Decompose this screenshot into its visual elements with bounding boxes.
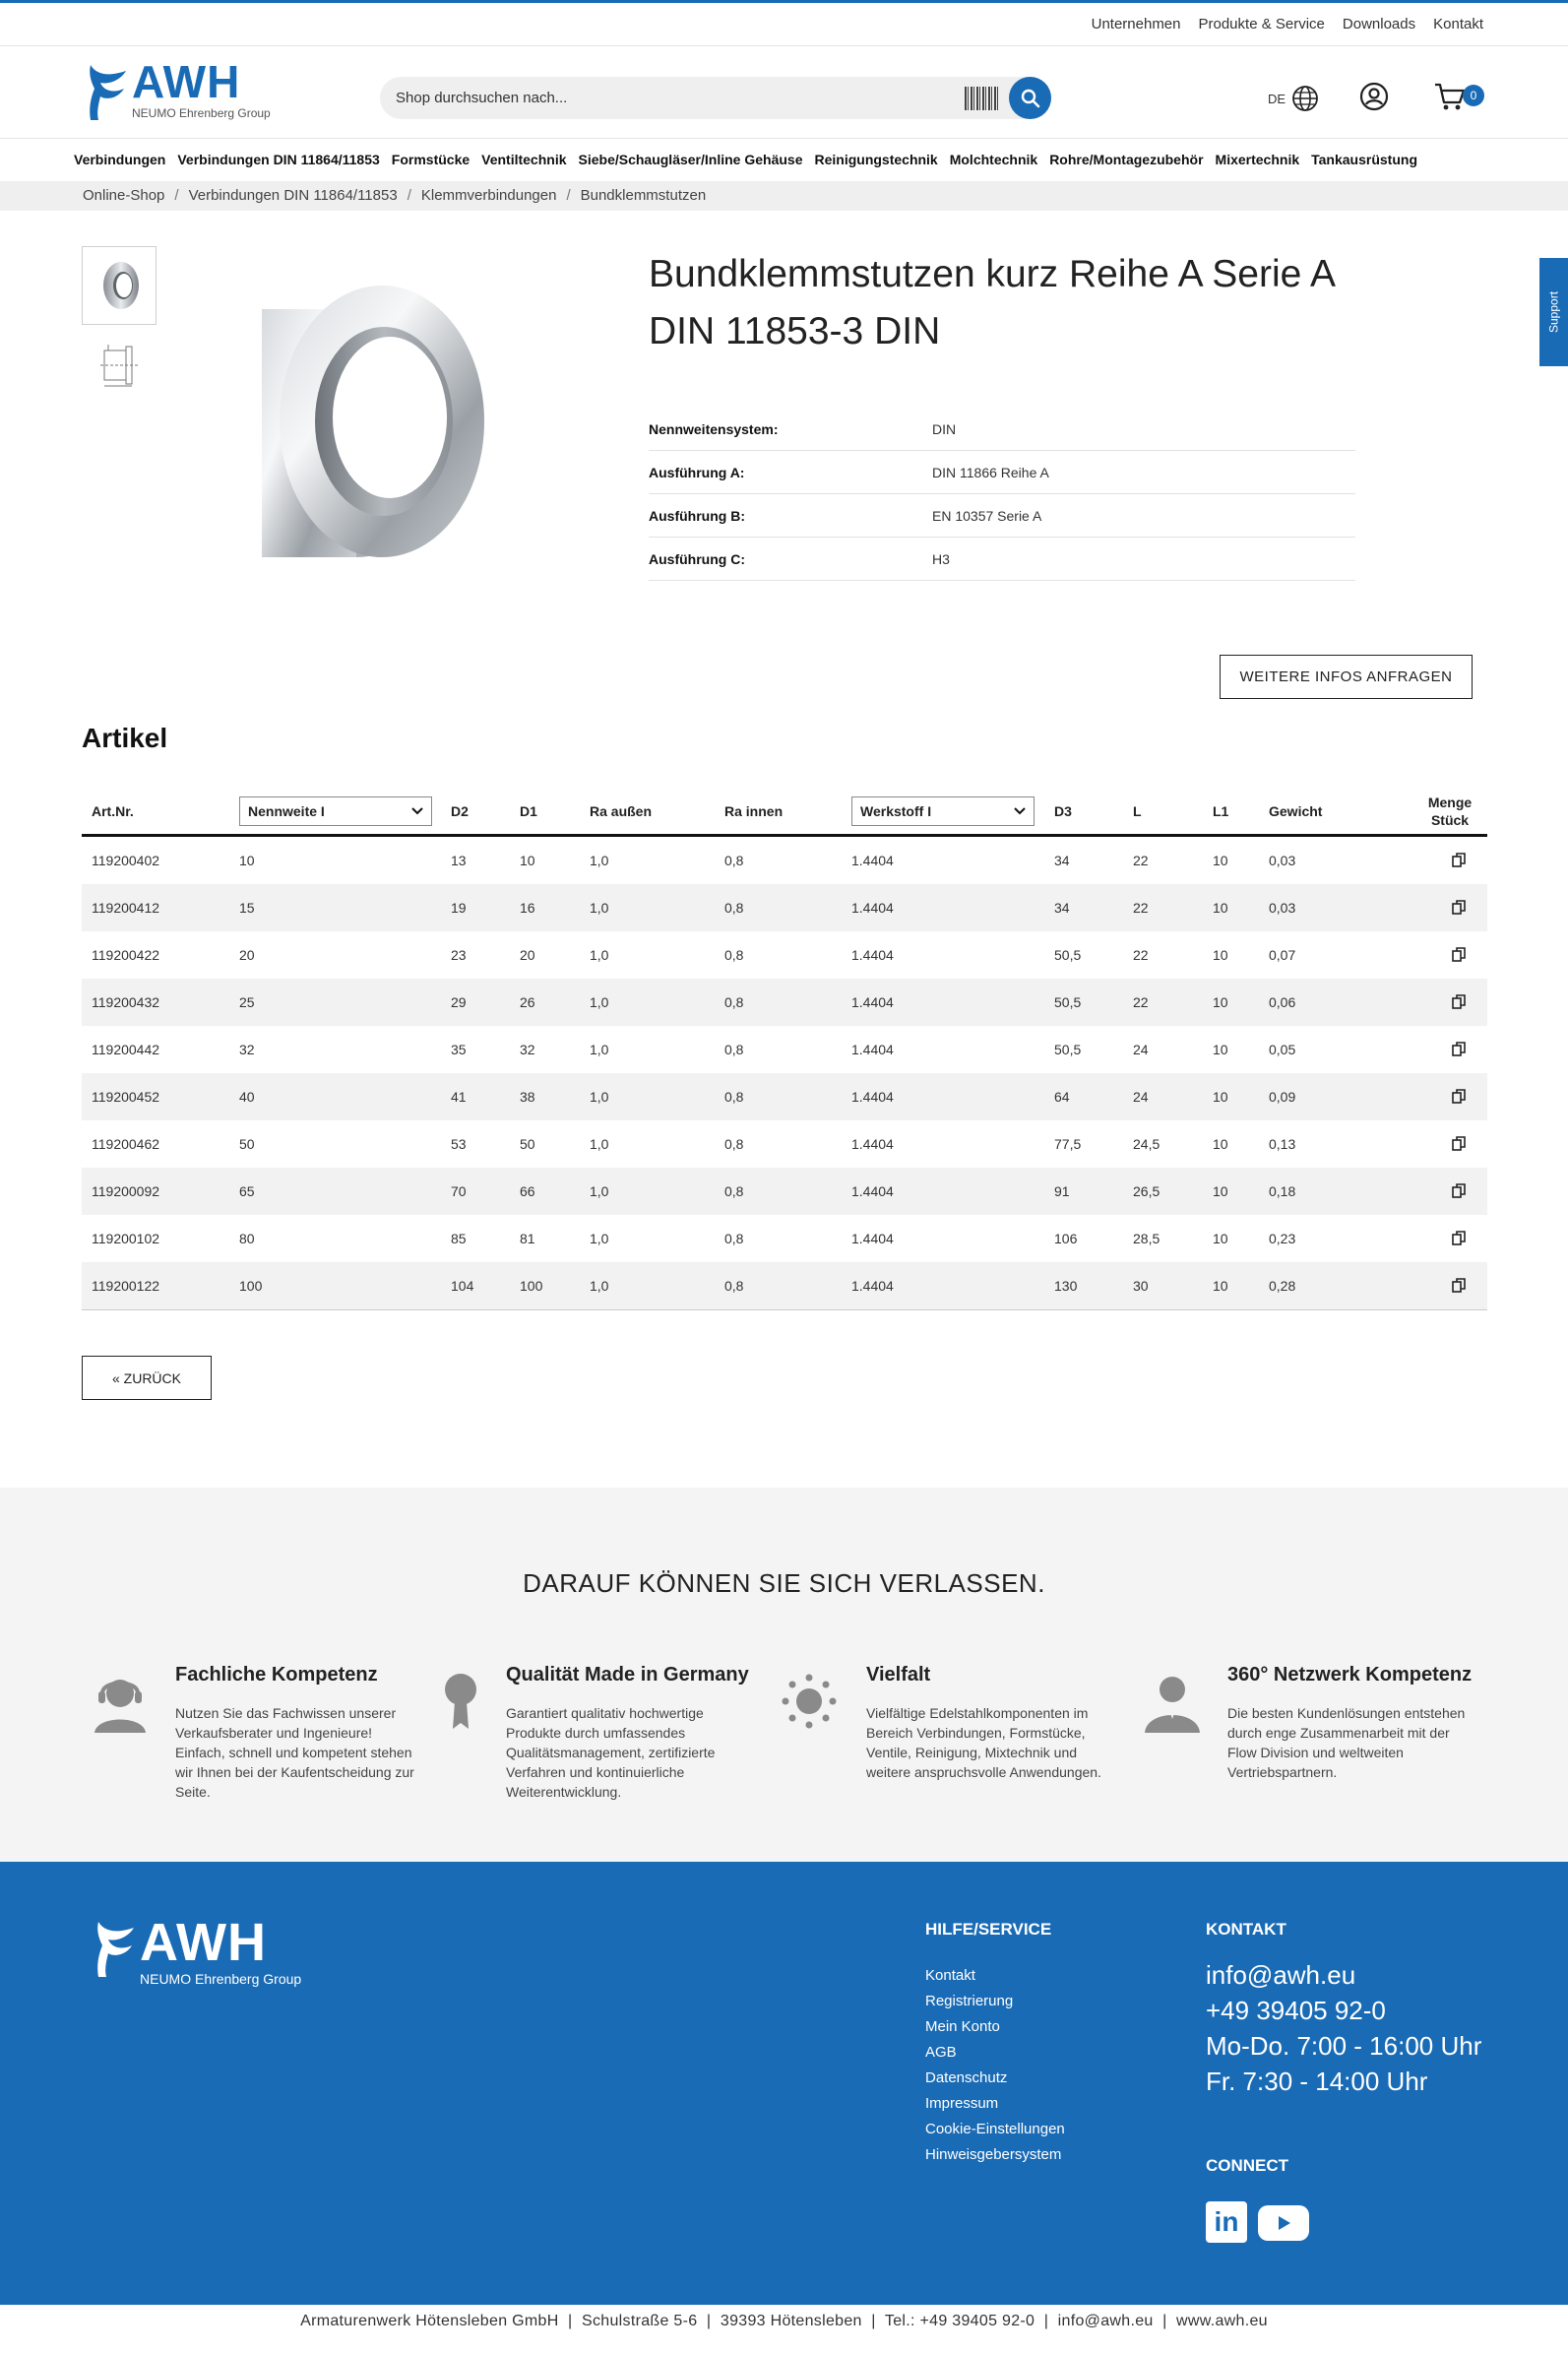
cell-gewicht: 0,23 xyxy=(1269,1231,1296,1246)
table-bottom-border xyxy=(82,1309,1487,1310)
footer-connect-heading: CONNECT xyxy=(1206,2156,1289,2175)
top-accent-line xyxy=(0,0,1568,3)
cell-d1: 38 xyxy=(520,1089,535,1105)
cell-l: 22 xyxy=(1133,947,1149,963)
barcode-scan-icon[interactable] xyxy=(965,87,998,110)
col-header-l1: L1 xyxy=(1213,803,1229,819)
spec-value: DIN 11866 Reihe A xyxy=(932,464,1049,480)
cell-d2: 85 xyxy=(451,1231,467,1246)
footer-phone-link[interactable]: +49 39405 92-0 xyxy=(1206,1996,1386,2025)
cell-werkstoff: 1.4404 xyxy=(851,900,894,916)
cell-d1: 20 xyxy=(520,947,535,963)
variety-sun-icon xyxy=(778,1668,845,1735)
copy-to-cart-icon[interactable] xyxy=(1452,837,1466,884)
nennweite-filter-select[interactable] xyxy=(239,796,432,826)
cell-ra-aussen: 1,0 xyxy=(590,994,609,1010)
cell-d1: 66 xyxy=(520,1183,535,1199)
col-header-gewicht: Gewicht xyxy=(1269,803,1323,819)
awh-logo-mark-icon xyxy=(94,1916,140,1979)
spec-key: Ausführung C: xyxy=(649,550,745,567)
copy-to-cart-icon[interactable] xyxy=(1452,1168,1466,1215)
cell-d1: 32 xyxy=(520,1042,535,1057)
language-switcher[interactable] xyxy=(1268,85,1319,112)
cell-d3: 50,5 xyxy=(1054,947,1082,963)
col-header-l: L xyxy=(1133,803,1142,819)
spec-row xyxy=(649,408,1355,451)
spec-key: Ausführung A: xyxy=(649,464,745,480)
cell-nennweite: 40 xyxy=(239,1089,255,1105)
col-header-d3: D3 xyxy=(1054,803,1072,819)
cell-ra-aussen: 1,0 xyxy=(590,1136,609,1152)
cell-ra-innen: 0,8 xyxy=(724,853,744,868)
catnav-verbindungen-din[interactable]: Verbindungen DIN 11864/11853 xyxy=(177,152,380,167)
cell-gewicht: 0,13 xyxy=(1269,1136,1296,1152)
catnav-rohre[interactable]: Rohre/Montagezubehör xyxy=(1049,152,1204,167)
cell-d1: 81 xyxy=(520,1231,535,1246)
breadcrumb-separator: / xyxy=(407,187,411,204)
header-divider-lower xyxy=(0,138,1568,139)
cell-ra-aussen: 1,0 xyxy=(590,1231,609,1246)
cell-nennweite: 65 xyxy=(239,1183,255,1199)
werkstoff-filter-select[interactable] xyxy=(851,796,1035,826)
copy-to-cart-icon[interactable] xyxy=(1452,979,1466,1026)
cart-button[interactable] xyxy=(1433,81,1477,117)
cell-d2: 104 xyxy=(451,1278,474,1294)
cell-artnr: 119200092 xyxy=(92,1183,160,1199)
col-header-ra-aussen: Ra außen xyxy=(590,803,653,819)
cell-ra-aussen: 1,0 xyxy=(590,1042,609,1057)
product-title: Bundklemmstutzen kurz Reihe A Serie A DIN 11853-3 DIN xyxy=(649,253,1334,352)
cell-d2: 41 xyxy=(451,1089,467,1105)
nennweite-filter-wrap xyxy=(239,786,432,837)
cell-ra-innen: 0,8 xyxy=(724,947,744,963)
cell-gewicht: 0,06 xyxy=(1269,994,1296,1010)
footer-email-link[interactable]: info@awh.eu xyxy=(1206,1960,1356,1990)
cell-werkstoff: 1.4404 xyxy=(851,853,894,868)
cell-nennweite: 15 xyxy=(239,900,255,916)
spec-value: EN 10357 Serie A xyxy=(932,507,1042,524)
cell-l1: 10 xyxy=(1213,1089,1228,1105)
cell-artnr: 119200452 xyxy=(92,1089,160,1105)
cell-gewicht: 0,28 xyxy=(1269,1278,1296,1294)
topnav-produkte-service[interactable]: Produkte & Service xyxy=(1198,16,1325,32)
cell-l1: 10 xyxy=(1213,1231,1228,1246)
cell-nennweite: 50 xyxy=(239,1136,255,1152)
footer-kontakt-info xyxy=(1206,1957,1481,2099)
top-navigation xyxy=(1092,16,1483,32)
cell-l: 22 xyxy=(1133,853,1149,868)
cell-d2: 13 xyxy=(451,853,467,868)
cell-ra-aussen: 1,0 xyxy=(590,947,609,963)
col-header-artnr: Art.Nr. xyxy=(92,803,134,819)
col-header-ra-innen: Ra innen xyxy=(724,803,784,819)
ferrule-product-image xyxy=(246,274,492,579)
cell-artnr: 119200412 xyxy=(92,900,160,916)
cell-l1: 10 xyxy=(1213,1278,1228,1294)
breadcrumb-online-shop[interactable]: Online-Shop xyxy=(83,187,165,204)
werkstoff-filter-wrap xyxy=(851,786,1035,837)
feature-title: Fachliche Kompetenz xyxy=(175,1664,378,1686)
catnav-tankausruestung[interactable]: Tankausrüstung xyxy=(1311,152,1417,167)
spec-value: DIN xyxy=(932,420,957,437)
cell-l1: 10 xyxy=(1213,994,1228,1010)
cell-artnr: 119200432 xyxy=(92,994,160,1010)
table-row xyxy=(82,1168,1487,1215)
cell-nennweite: 100 xyxy=(239,1278,263,1294)
cell-l1: 10 xyxy=(1213,1042,1228,1057)
cell-l1: 10 xyxy=(1213,1183,1228,1199)
topnav-kontakt[interactable]: Kontakt xyxy=(1433,16,1483,32)
feature-text: Die besten Kundenlösungen entstehen durch enge Zusammenarbeit mit der Flow Division und weltweiten Vertriebspartnern. xyxy=(1227,1705,1466,1780)
cell-d1: 100 xyxy=(520,1278,543,1294)
footer-link-cookie-einstellungen[interactable]: Cookie-Einstellungen xyxy=(925,2121,1065,2137)
cell-l: 24,5 xyxy=(1133,1136,1160,1152)
cell-ra-innen: 0,8 xyxy=(724,1089,744,1105)
shopping-cart-icon xyxy=(1433,81,1467,112)
cell-nennweite: 25 xyxy=(239,994,255,1010)
footer-link-datenschutz[interactable]: Datenschutz xyxy=(925,2069,1008,2086)
cell-werkstoff: 1.4404 xyxy=(851,1136,894,1152)
cell-ra-innen: 0,8 xyxy=(724,1183,744,1199)
cell-d3: 34 xyxy=(1054,853,1070,868)
cell-artnr: 119200122 xyxy=(92,1278,160,1294)
cell-artnr: 119200102 xyxy=(92,1231,160,1246)
catnav-formstuecke[interactable]: Formstücke xyxy=(391,152,470,167)
header-divider xyxy=(0,45,1568,46)
articles-heading: Artikel xyxy=(82,723,168,753)
product-main-image[interactable] xyxy=(246,274,492,579)
globe-icon xyxy=(1291,85,1319,112)
cell-ra-innen: 0,8 xyxy=(724,1231,744,1246)
cell-gewicht: 0,03 xyxy=(1269,853,1296,868)
copy-to-cart-icon[interactable] xyxy=(1452,1073,1466,1120)
cell-werkstoff: 1.4404 xyxy=(851,947,894,963)
spec-row xyxy=(649,451,1355,494)
cell-d1: 16 xyxy=(520,900,535,916)
breadcrumb-separator: / xyxy=(566,187,571,204)
table-body xyxy=(82,837,1487,1309)
awh-logo[interactable] xyxy=(87,56,271,122)
breadcrumb-separator: / xyxy=(174,187,179,204)
cell-artnr: 119200442 xyxy=(92,1042,160,1057)
catnav-molchtechnik[interactable]: Molchtechnik xyxy=(949,152,1038,167)
copy-to-cart-icon[interactable] xyxy=(1452,931,1466,979)
catnav-ventiltechnik[interactable]: Ventiltechnik xyxy=(481,152,567,167)
search-input[interactable] xyxy=(396,77,947,119)
product-thumbnail-drawing[interactable] xyxy=(96,341,142,392)
footer-link-kontakt[interactable]: Kontakt xyxy=(925,1967,975,1984)
table-header-row xyxy=(82,786,1487,837)
youtube-icon[interactable] xyxy=(1258,2205,1309,2241)
support-tab[interactable]: Support xyxy=(1539,258,1568,366)
cell-d2: 35 xyxy=(451,1042,467,1057)
chevron-down-icon xyxy=(411,807,423,815)
footer-link-registrierung[interactable]: Registrierung xyxy=(925,1993,1014,2009)
cell-d3: 77,5 xyxy=(1054,1136,1082,1152)
cell-d3: 130 xyxy=(1054,1278,1078,1294)
werkstoff-filter-label: Werkstoff I xyxy=(860,803,932,819)
network-person-icon xyxy=(1139,1668,1206,1735)
search-bar xyxy=(380,77,1051,119)
user-account-icon xyxy=(1358,81,1390,112)
cell-gewicht: 0,09 xyxy=(1269,1089,1296,1105)
logo-subtitle: NEUMO Ehrenberg Group xyxy=(132,106,271,120)
logo-wordmark: AWH xyxy=(132,56,241,107)
cell-d3: 50,5 xyxy=(1054,1042,1082,1057)
product-specs xyxy=(649,408,1355,581)
cell-d3: 64 xyxy=(1054,1089,1070,1105)
footer-logo-subtitle: NEUMO Ehrenberg Group xyxy=(140,1971,302,1987)
col-header-d2: D2 xyxy=(451,803,469,819)
spec-row xyxy=(649,538,1355,581)
cell-l: 26,5 xyxy=(1133,1183,1160,1199)
cell-gewicht: 0,07 xyxy=(1269,947,1296,963)
spec-row xyxy=(649,494,1355,538)
cell-ra-aussen: 1,0 xyxy=(590,853,609,868)
product-thumbnail-photo[interactable] xyxy=(82,246,157,325)
footer-link-hinweisgebersystem[interactable]: Hinweisgebersystem xyxy=(925,2146,1062,2163)
cell-gewicht: 0,05 xyxy=(1269,1042,1296,1057)
cell-d1: 50 xyxy=(520,1136,535,1152)
awh-logo-mark-icon xyxy=(87,59,132,122)
breadcrumb-current: Bundklemmstutzen xyxy=(580,187,707,204)
col-header-menge xyxy=(1420,786,1479,837)
play-icon xyxy=(1274,2213,1293,2233)
cell-nennweite: 32 xyxy=(239,1042,255,1057)
catnav-verbindungen[interactable]: Verbindungen xyxy=(74,152,166,167)
table-row xyxy=(82,979,1487,1026)
table-row xyxy=(82,884,1487,931)
footer-link-agb[interactable]: AGB xyxy=(925,2044,957,2061)
footer-awh-logo[interactable] xyxy=(94,1913,302,1987)
spec-key: Nennweitensystem: xyxy=(649,420,779,437)
cell-nennweite: 10 xyxy=(239,853,255,868)
cell-ra-innen: 0,8 xyxy=(724,1136,744,1152)
cell-d3: 91 xyxy=(1054,1183,1070,1199)
cell-d1: 10 xyxy=(520,853,535,868)
table-row xyxy=(82,1026,1487,1073)
cell-l: 22 xyxy=(1133,994,1149,1010)
cell-l1: 10 xyxy=(1213,947,1228,963)
copy-to-cart-icon[interactable] xyxy=(1452,1262,1466,1309)
cell-artnr: 119200422 xyxy=(92,947,160,963)
account-button[interactable] xyxy=(1358,81,1390,117)
cell-l1: 10 xyxy=(1213,900,1228,916)
cell-nennweite: 80 xyxy=(239,1231,255,1246)
cell-werkstoff: 1.4404 xyxy=(851,994,894,1010)
catnav-mixertechnik[interactable]: Mixertechnik xyxy=(1215,152,1300,167)
search-button[interactable] xyxy=(1009,77,1051,119)
feature-text: Nutzen Sie das Fachwissen unserer Verkaufsberater und Ingenieure! Einfach, schnell und kompetent stehen wir Ihnen bei der Kaufentscheidung zur Seite. xyxy=(175,1705,414,1800)
col-header-menge-line2: Stück xyxy=(1430,812,1470,828)
language-code: DE xyxy=(1268,91,1286,106)
chevron-down-icon xyxy=(1014,807,1026,815)
cell-d3: 106 xyxy=(1054,1231,1078,1246)
copy-to-cart-icon[interactable] xyxy=(1452,1026,1466,1073)
cell-werkstoff: 1.4404 xyxy=(851,1231,894,1246)
cell-gewicht: 0,18 xyxy=(1269,1183,1296,1199)
footer-link-mein-konto[interactable]: Mein Konto xyxy=(925,2018,1000,2035)
cell-d2: 23 xyxy=(451,947,467,963)
footer-hilfe-links xyxy=(925,1963,1065,2168)
articles-table xyxy=(82,786,1487,1310)
cell-ra-aussen: 1,0 xyxy=(590,1089,609,1105)
cart-count-badge: 0 xyxy=(1463,85,1484,106)
cell-l: 24 xyxy=(1133,1042,1149,1057)
cell-l: 24 xyxy=(1133,1089,1149,1105)
copy-to-cart-icon[interactable] xyxy=(1452,884,1466,931)
footer-kontakt-heading: KONTAKT xyxy=(1206,1920,1286,1939)
copy-to-cart-icon[interactable] xyxy=(1452,1120,1466,1168)
catnav-siebe[interactable]: Siebe/Schaugläser/Inline Gehäuse xyxy=(578,152,803,167)
cell-ra-aussen: 1,0 xyxy=(590,1183,609,1199)
cell-l1: 10 xyxy=(1213,1136,1228,1152)
cell-ra-aussen: 1,0 xyxy=(590,1278,609,1294)
cell-artnr: 119200462 xyxy=(92,1136,160,1152)
request-info-button[interactable]: WEITERE INFOS ANFRAGEN xyxy=(1220,655,1473,699)
trust-section-title: DARAUF KÖNNEN SIE SICH VERLASSEN. xyxy=(523,1568,1045,1598)
spec-value: H3 xyxy=(932,550,950,567)
breadcrumb xyxy=(83,187,706,204)
feature-title: Qualität Made in Germany xyxy=(506,1664,749,1686)
cell-d3: 50,5 xyxy=(1054,994,1082,1010)
footer-logo-wordmark: AWH xyxy=(140,1913,267,1972)
table-row xyxy=(82,931,1487,979)
cell-gewicht: 0,03 xyxy=(1269,900,1296,916)
cell-werkstoff: 1.4404 xyxy=(851,1278,894,1294)
cell-l1: 10 xyxy=(1213,853,1228,868)
back-button[interactable]: « ZURÜCK xyxy=(82,1356,212,1400)
quality-award-icon xyxy=(417,1668,484,1735)
cell-d1: 26 xyxy=(520,994,535,1010)
cell-l: 28,5 xyxy=(1133,1231,1160,1246)
catnav-reinigungstechnik[interactable]: Reinigungstechnik xyxy=(814,152,938,167)
breadcrumb-klemmverbindungen[interactable]: Klemmverbindungen xyxy=(420,187,557,204)
copy-to-cart-icon[interactable] xyxy=(1452,1215,1466,1262)
footer-hours-fri: Fr. 7:30 - 14:00 Uhr xyxy=(1206,2067,1428,2096)
feature-title: 360° Netzwerk Kompetenz xyxy=(1227,1664,1473,1686)
cell-werkstoff: 1.4404 xyxy=(851,1183,894,1199)
feature-title: Vielfalt xyxy=(866,1664,931,1686)
linkedin-icon[interactable]: in xyxy=(1206,2201,1247,2243)
feature-text: Garantiert qualitativ hochwertige Produkte durch umfassendes Qualitätsmanagement, zertifizierte Verfahren und kontinuierliche Weiterentwicklung. xyxy=(506,1705,716,1800)
footer-hours-mon-thu: Mo-Do. 7:00 - 16:00 Uhr xyxy=(1206,2031,1482,2061)
table-row xyxy=(82,1073,1487,1120)
cell-ra-innen: 0,8 xyxy=(724,900,744,916)
cell-ra-innen: 0,8 xyxy=(724,1042,744,1057)
category-navigation xyxy=(74,152,1417,167)
cell-werkstoff: 1.4404 xyxy=(851,1089,894,1105)
cell-d2: 19 xyxy=(451,900,467,916)
cell-l: 30 xyxy=(1133,1278,1149,1294)
table-row xyxy=(82,1215,1487,1262)
support-agent-icon xyxy=(87,1668,154,1735)
cell-d2: 70 xyxy=(451,1183,467,1199)
cell-d2: 29 xyxy=(451,994,467,1010)
cell-d2: 53 xyxy=(451,1136,467,1152)
table-row xyxy=(82,837,1487,884)
company-address: Armaturenwerk Hötensleben GmbH | Schulstraße 5-6 | 39393 Hötensleben | Tel.: +49 39405 92-0 | info@awh.eu | www.awh.eu xyxy=(300,2313,1268,2329)
cell-ra-innen: 0,8 xyxy=(724,1278,744,1294)
col-header-d1: D1 xyxy=(520,803,537,819)
cell-artnr: 119200402 xyxy=(92,853,160,868)
cell-werkstoff: 1.4404 xyxy=(851,1042,894,1057)
cell-ra-aussen: 1,0 xyxy=(590,900,609,916)
technical-drawing-image xyxy=(96,341,142,392)
nennweite-filter-label: Nennweite I xyxy=(248,803,325,819)
col-header-menge-line1: Menge xyxy=(1427,795,1473,810)
table-row xyxy=(82,1262,1487,1309)
cell-nennweite: 20 xyxy=(239,947,255,963)
ferrule-thumbnail-image xyxy=(94,259,144,312)
breadcrumb-verbindungen-din[interactable]: Verbindungen DIN 11864/11853 xyxy=(188,187,398,204)
cell-ra-innen: 0,8 xyxy=(724,994,744,1010)
footer-link-impressum[interactable]: Impressum xyxy=(925,2095,999,2112)
topnav-unternehmen[interactable]: Unternehmen xyxy=(1091,16,1181,32)
topnav-downloads[interactable]: Downloads xyxy=(1342,16,1416,32)
search-icon xyxy=(1021,89,1040,108)
spec-key: Ausführung B: xyxy=(649,507,745,524)
feature-text: Vielfältige Edelstahlkomponenten im Bereich Verbindungen, Formstücke, Ventile, Reinigung, Mixtechnik und weitere anspruchsvolle Anwendungen. xyxy=(866,1705,1101,1780)
cell-l: 22 xyxy=(1133,900,1149,916)
table-row xyxy=(82,1120,1487,1168)
footer-hilfe-heading: HILFE/SERVICE xyxy=(925,1920,1052,1939)
cell-d3: 34 xyxy=(1054,900,1070,916)
